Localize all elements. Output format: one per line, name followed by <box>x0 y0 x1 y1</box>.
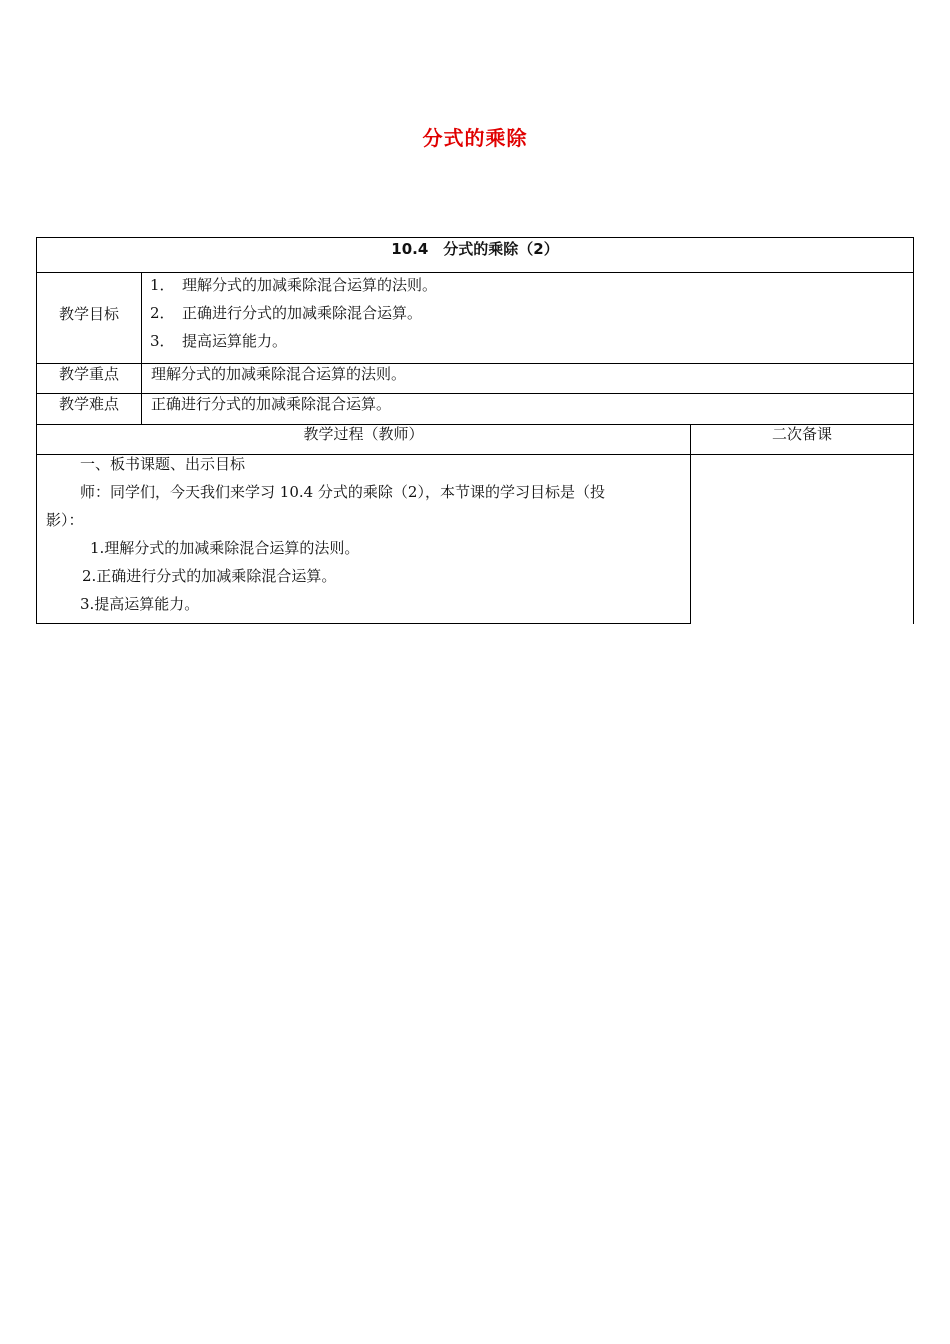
key-point-text: 理解分式的加减乘除混合运算的法则。 <box>151 365 407 383</box>
objective-item: 2． 正确进行分式的加减乘除混合运算。 <box>150 304 423 322</box>
table-rule <box>690 424 691 624</box>
process-header: 教学过程（教师） <box>303 425 424 443</box>
table-border-right <box>913 237 914 624</box>
process-goal: 1.理解分式的加减乘除混合运算的法则。 <box>90 539 360 557</box>
page-title: 分式的乘除 <box>422 126 528 150</box>
table-rule <box>141 272 142 424</box>
table-header: 10.4 分式的乘除（2） <box>391 240 559 258</box>
process-goal: 3.提高运算能力。 <box>80 595 200 613</box>
process-section-title: 一、板书课题、出示目标 <box>80 455 246 473</box>
difficulty-text: 正确进行分式的加减乘除混合运算。 <box>151 395 392 413</box>
process-intro-cont: 影）： <box>46 511 84 529</box>
objectives-label: 教学目标 <box>58 305 119 323</box>
difficulty-label: 教学难点 <box>58 395 119 413</box>
table-border-top <box>36 237 914 238</box>
table-border-bottom <box>36 623 691 624</box>
process-goal: 2.正确进行分式的加减乘除混合运算。 <box>82 567 337 585</box>
table-rule <box>36 272 914 273</box>
process-intro: 师：同学们，今天我们来学习 10.4 分式的乘除（2），本节课的学习目标是（投 <box>80 483 605 501</box>
objective-item: 1． 理解分式的加减乘除混合运算的法则。 <box>150 276 438 294</box>
secondary-prep-header: 二次备课 <box>771 425 832 443</box>
objective-item: 3． 提高运算能力。 <box>150 332 288 350</box>
key-point-label: 教学重点 <box>58 365 119 383</box>
